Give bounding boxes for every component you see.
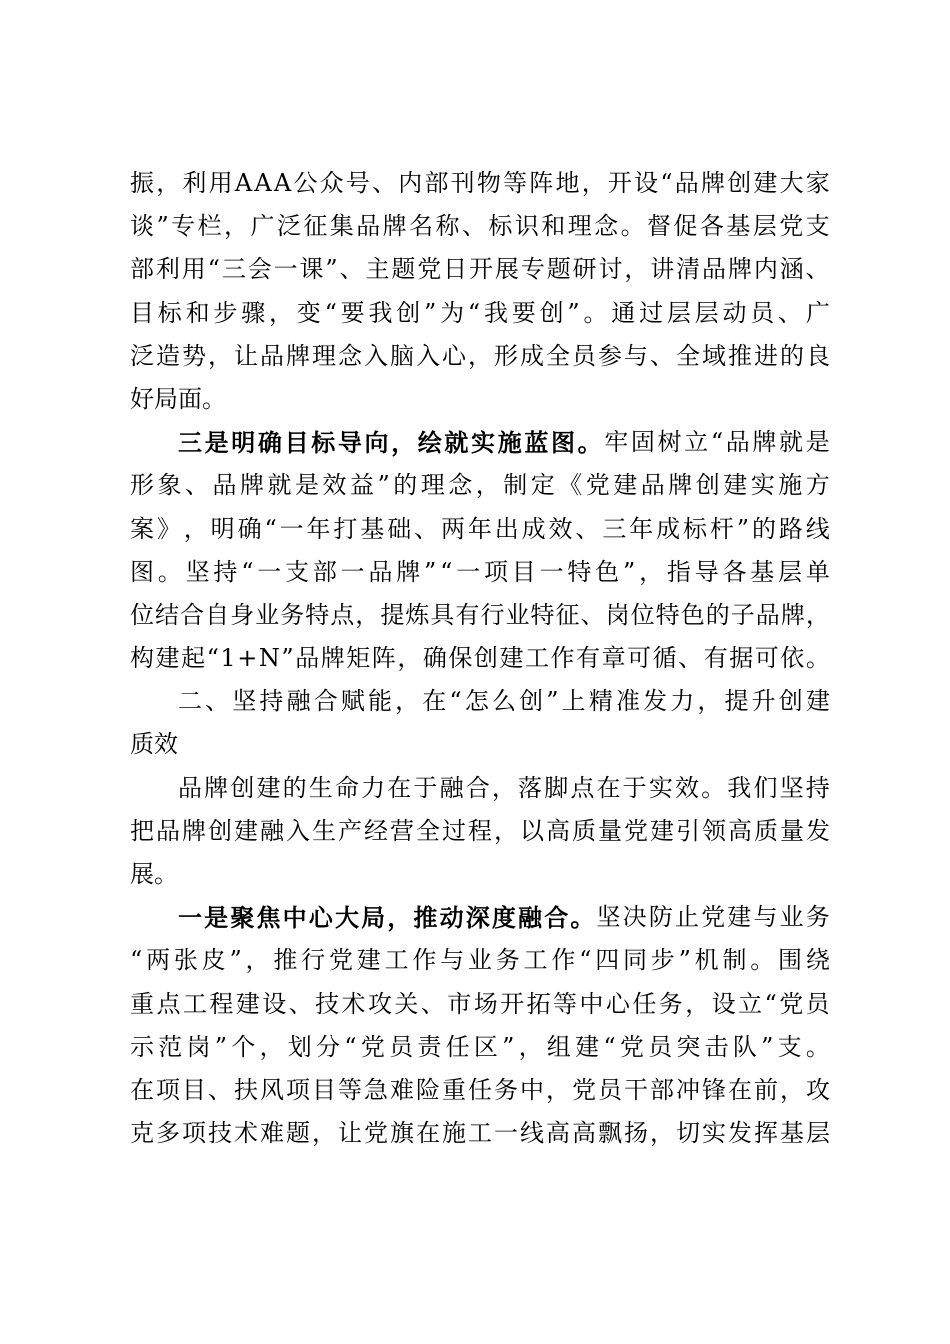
text-line: 好局面。 [130,384,226,413]
paragraph-h2 [130,680,830,766]
text-line: 部 利 用 “ 三 会 一 课 ” 、 主 题 党 日 开 展 专 题 研 讨 ， 讲 清 品 牌 内 涵 、 [130,255,830,284]
text-line: 振 ， 利 用 A A A 公 众 号 、 内 部 刊 物 等 阵 地 ， 开 设 “ 品 牌 创 建 大 家 [130,169,830,197]
text-line: 谈 ” 专 栏 ， 广 泛 征 集 品 牌 名 称 、 标 识 和 理 念 。 督 促 各 基 层 党 支 [130,212,830,241]
text-line: “ 两 张 皮 ” ， 推 行 党 建 工 作 与 业 务 工 作 “ 四 同 步 ” 机 制 。 围 绕 [130,946,830,975]
text-line: 位 结 合 自 身 业 务 特 点 ， 提 炼 具 有 行 业 特 征 、 岗 位 特 色 的 子 品 牌 ， [130,600,830,629]
text-line: 二 、 坚 持 融 合 赋 能 ， 在 “ 怎 么 创 ” 上 精 准 发 力 ， 提 升 创 建 [178,687,830,716]
document-page [130,162,830,1155]
text-line: 展。 [130,860,178,888]
text-line: 一 是 聚 焦 中 心 大 局 ， 推 动 深 度 融 合 。 坚 决 防 止 党 建 与 业 务 [178,903,830,933]
text-line: 三 是 明 确 目 标 导 向 ， 绘 就 实 施 蓝 图 。 牢 固 树 立 “ 品 牌 就 是 [178,428,830,458]
text-line: 构 建 起 “ 1 + N ” 品 牌 矩 阵 ， 确 保 创 建 工 作 有 章 可 循 、 有 据 可 依 。 [130,644,830,673]
text-line: 案 》 ， 明 确 “ 一 年 打 基 础 、 两 年 出 成 效 、 三 年 成 标 杆 ” 的 路 线 [130,514,830,543]
text-line: 把 品 牌 创 建 融 入 生 产 经 营 全 过 程 ， 以 高 质 量 党 建 引 领 高 质 量 发 [130,816,830,845]
text-line: 质效 [130,730,178,759]
text-line: 在 项 目 、 扶 风 项 目 等 急 难 险 重 任 务 中 ， 党 员 干 部 冲 锋 在 前 ， 攻 [130,1075,830,1104]
text-line: 品 牌 创 建 的 生 命 力 在 于 融 合 ， 落 脚 点 在 于 实 效 。 我 们 坚 持 [178,773,830,802]
text-line: 目 标 和 步 骤 ， 变 “ 要 我 创 ” 为 “ 我 要 创 ” 。 通 过 层 层 动 员 、 广 [130,298,830,327]
paragraph-p2 [130,421,830,680]
text-line: 克 多 项 技 术 难 题 ， 让 党 旗 在 施 工 一 线 高 高 飘 扬 ， 切 实 发 挥 基 层 [130,1119,830,1148]
paragraph-p3 [130,767,830,897]
paragraph-p4 [130,896,830,1155]
text-line: 图 。 坚 持 “ 一 支 部 一 品 牌 ” “ 一 项 目 一 特 色 ” ， 指 导 各 基 层 单 [130,557,830,586]
text-line: 泛 造 势 ， 让 品 牌 理 念 入 脑 入 心 ， 形 成 全 员 参 与 、 全 域 推 进 的 良 [130,341,830,370]
text-line: 形 象 、 品 牌 就 是 效 益 ” 的 理 念 ， 制 定 《 党 建 品 牌 创 建 实 施 方 [130,471,830,500]
text-line: 重 点 工 程 建 设 、 技 术 攻 关 、 市 场 开 拓 等 中 心 任 务 ， 设 立 “ 党 员 [130,989,830,1018]
paragraph-p1 [130,162,830,421]
text-line: 示 范 岗 ” 个 ， 划 分 “ 党 员 责 任 区 ” ， 组 建 “ 党 员 突 击 队 ” 支 。 [130,1032,830,1061]
